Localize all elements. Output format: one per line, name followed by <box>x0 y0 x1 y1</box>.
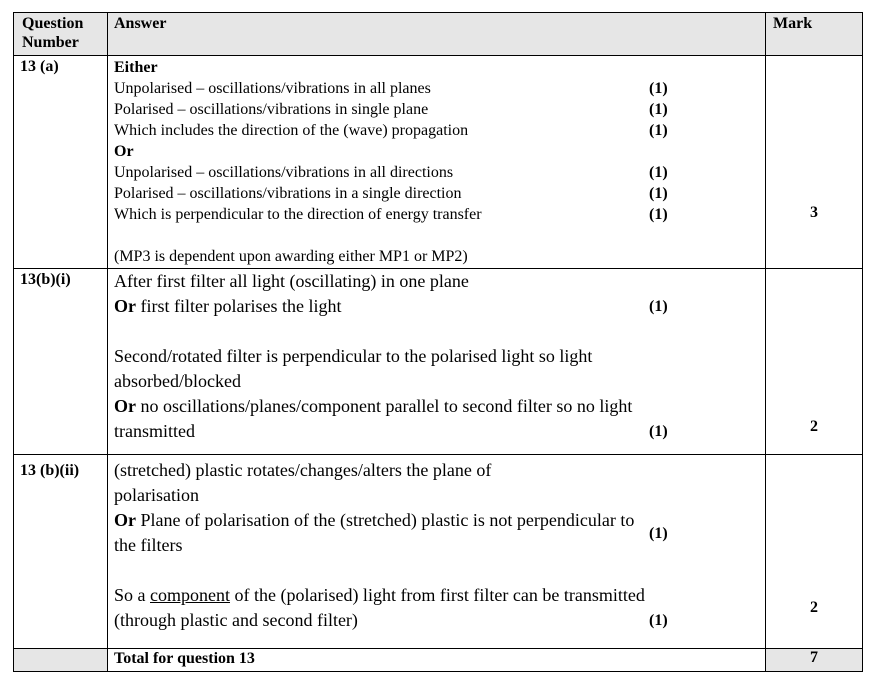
total-row <box>14 649 863 672</box>
line-mark <box>649 483 765 508</box>
answer-cell <box>108 56 766 269</box>
answer-line-text: Or Plane of polarisation of the (stretched) plastic is not perpendicular to <box>114 510 635 530</box>
line-mark: (1) <box>649 185 668 202</box>
answer-line <box>114 162 765 183</box>
answer-line <box>114 99 765 120</box>
answer-line-text: Either <box>114 59 158 76</box>
total-blank <box>14 649 108 672</box>
answer-line-text: the filters <box>114 535 183 555</box>
answer-line <box>114 419 765 444</box>
answer-line <box>114 78 765 99</box>
answer-line-text: Polarised – oscillations/vibrations in single plane <box>114 101 429 118</box>
or-keyword: Or <box>114 510 136 530</box>
mark-value: 2 <box>810 599 818 616</box>
answer-line-text: Or first filter polarises the light <box>114 296 342 316</box>
line-mark <box>649 458 765 483</box>
answer-line <box>114 294 765 319</box>
answer-line-text: polarisation <box>114 485 199 505</box>
answer-line <box>114 57 765 78</box>
header-question-number: Question Number <box>14 13 108 56</box>
answer-line <box>114 246 765 267</box>
line-mark: (1) <box>649 612 668 629</box>
header-answer: Answer <box>108 13 766 56</box>
answer-line-text: Which includes the direction of the (wave) propagation <box>114 122 469 139</box>
answer-line-text: Unpolarised – oscillations/vibrations in all directions <box>114 164 454 181</box>
mark-cell <box>766 455 863 649</box>
row-13a <box>14 56 863 269</box>
answer-line-text: Which is perpendicular to the direction of energy transfer <box>114 206 482 223</box>
underlined-term: component <box>150 585 230 605</box>
answer-line-text: (stretched) plastic rotates/changes/alters the plane of <box>114 460 492 480</box>
answer-line <box>114 269 765 294</box>
answer-line <box>114 558 765 583</box>
mark-cell <box>766 269 863 455</box>
line-mark: (1) <box>649 298 668 315</box>
question-number: 13(b)(i) <box>14 269 108 455</box>
answer-line <box>114 525 765 558</box>
answer-line <box>114 141 765 162</box>
answer-line-text: So a component of the (polarised) light from first filter can be transmitted <box>114 585 645 605</box>
answer-line-text: Polarised – oscillations/vibrations in a single direction <box>114 185 462 202</box>
line-mark: (1) <box>649 164 668 181</box>
answer-line-text: Or no oscillations/planes/component parallel to second filter so no light <box>114 396 633 416</box>
question-number: 13 (b)(ii) <box>14 455 108 649</box>
line-mark <box>649 344 765 369</box>
answer-line-text: (MP3 is dependent upon awarding either MP1 or MP2) <box>114 248 468 265</box>
line-mark <box>649 369 765 394</box>
answer-line <box>114 344 765 369</box>
answer-line <box>114 369 765 394</box>
answer-line-text: transmitted <box>114 421 195 441</box>
line-mark <box>649 558 765 583</box>
answer-cell <box>108 269 766 455</box>
or-keyword: Or <box>114 396 136 416</box>
line-mark <box>649 225 765 246</box>
line-mark: (1) <box>649 525 668 542</box>
answer-line <box>114 319 765 344</box>
answer-line-text: Or <box>114 143 134 160</box>
answer-line-text: After first filter all light (oscillating) in one plane <box>114 271 469 291</box>
mark-value: 2 <box>810 418 818 435</box>
line-mark <box>649 394 765 419</box>
row-13bi <box>14 269 863 455</box>
row-13bii <box>14 455 863 649</box>
line-mark: (1) <box>649 423 668 440</box>
answer-line <box>114 483 765 508</box>
or-keyword: Or <box>114 296 136 316</box>
answer-line <box>114 204 765 225</box>
line-mark <box>649 141 765 162</box>
answer-line-text: Unpolarised – oscillations/vibrations in all planes <box>114 80 431 97</box>
header-mark: Mark <box>766 13 863 56</box>
answer-line-text <box>114 558 649 583</box>
total-mark: 7 <box>766 649 863 672</box>
answer-line <box>114 458 765 483</box>
line-mark: (1) <box>649 206 668 223</box>
question-number: 13 (a) <box>14 56 108 269</box>
mark-cell <box>766 56 863 269</box>
mark-scheme-table <box>13 12 863 672</box>
answer-line-text: absorbed/blocked <box>114 371 241 391</box>
answer-line <box>114 608 765 633</box>
line-mark: (1) <box>649 122 668 139</box>
answer-line <box>114 183 765 204</box>
mark-value: 3 <box>810 204 818 221</box>
line-mark <box>649 246 765 267</box>
line-mark <box>649 583 765 608</box>
answer-line <box>114 225 765 246</box>
line-mark <box>649 269 765 294</box>
answer-line-text: Second/rotated filter is perpendicular to the polarised light so light <box>114 346 593 366</box>
answer-line-text <box>114 225 649 246</box>
header-row <box>14 13 863 56</box>
answer-line-text: (through plastic and second filter) <box>114 610 358 630</box>
line-mark: (1) <box>649 80 668 97</box>
answer-line <box>114 583 765 608</box>
total-label: Total for question 13 <box>108 649 766 672</box>
answer-cell <box>108 455 766 649</box>
line-mark: (1) <box>649 101 668 118</box>
line-mark <box>649 57 765 78</box>
line-mark <box>649 319 765 344</box>
answer-line <box>114 120 765 141</box>
answer-line-text <box>114 319 649 344</box>
answer-line <box>114 394 765 419</box>
